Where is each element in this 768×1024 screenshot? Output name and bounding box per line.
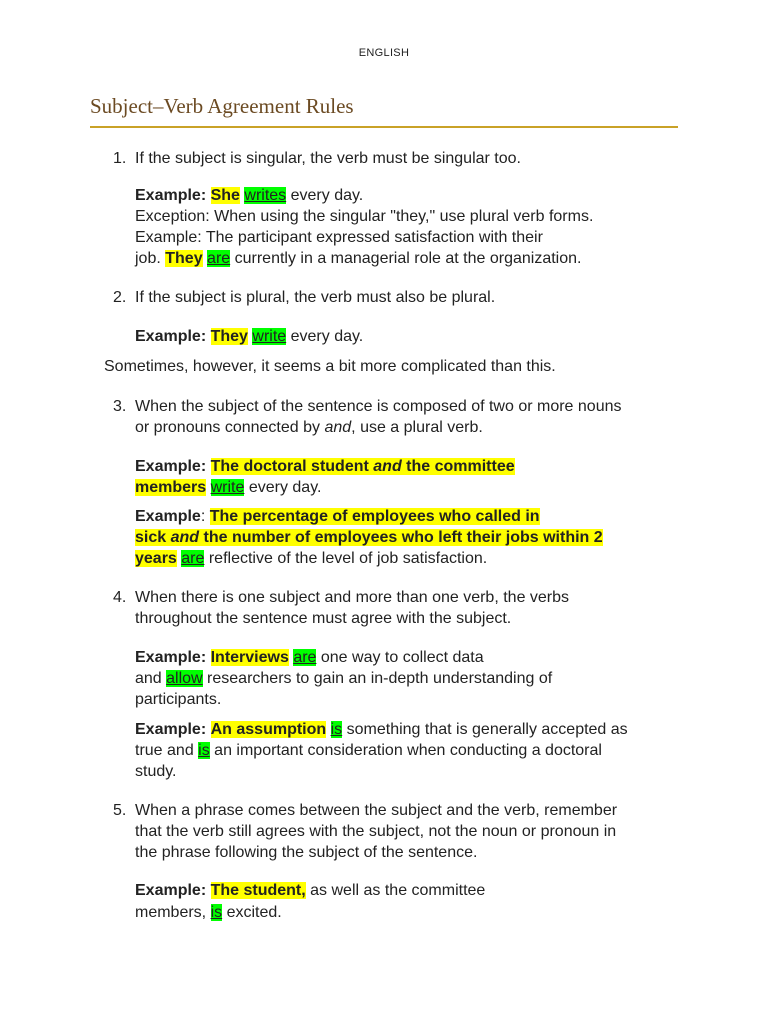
example-rest: every day. [286,328,364,345]
example-rest: as well as the committee [305,882,486,899]
text: or pronouns connected by [135,419,325,436]
rule1-exception: Exception: When using the singular "they," use plural verb forms. [135,208,594,225]
example-label: Example: [135,882,207,899]
rule5-example-line1 [135,880,485,901]
rule2-number: 2. [113,289,127,306]
rule3-exampleA-line1 [135,456,515,477]
emphasis-and: and [170,529,200,546]
example-rest: one way to collect data [316,649,484,666]
rule4-text-line2: throughout the sentence must agree with the subject. [135,610,512,627]
example-rest: researchers to gain an in-depth understanding of [202,670,553,687]
example-label: Example: [135,721,207,738]
subject-highlight [135,529,603,546]
rule4-text-line1: When there is one subject and more than one verb, the verbs [135,589,570,606]
rule5-number: 5. [113,802,127,819]
verb-highlight: is [330,721,343,738]
subject-text: the number of employees who left their jobs within 2 [199,529,603,546]
rule4-exampleB-line1 [135,719,628,740]
rule4-exampleB-line2 [135,740,602,761]
example-rest: an important consideration when conducting a doctoral [209,742,602,759]
page-title: Subject–Verb Agreement Rules [90,94,354,118]
title-underline [90,126,678,128]
rule3-exampleB-line2 [135,527,603,548]
subject-highlight: years [135,550,177,567]
rule4-number: 4. [113,589,127,606]
example-label: Example [135,508,201,525]
example-label: Example: [135,649,207,666]
verb-highlight: write [252,328,287,345]
example-label: Example: [135,328,207,345]
rule2-example [135,326,363,347]
rule4-exampleB-line3: study. [135,763,177,780]
example-rest: something that is generally accepted as [342,721,628,738]
example-rest: every day. [244,479,322,496]
rule3-exampleA-line2 [135,477,321,498]
rule5-text-line3: the phrase following the subject of the sentence. [135,844,478,861]
example-rest: currently in a managerial role at the organization. [230,250,582,267]
subject-text: sick [135,529,171,546]
verb-highlight: are [293,649,317,666]
verb-highlight: is [210,904,223,921]
subject-highlight: She [210,187,240,204]
rule3-number: 3. [113,398,127,415]
text: , use a plural verb. [351,419,483,436]
rule5-text-line1: When a phrase comes between the subject and the verb, remember [135,802,618,819]
example-text: job. [135,250,166,267]
rule5-example-line2 [135,902,282,923]
rule1-text: If the subject is singular, the verb must be singular too. [135,150,521,167]
text: true and [135,742,199,759]
subject-highlight: They [165,250,203,267]
interlude-text: Sometimes, however, it seems a bit more complicated than this. [104,358,556,375]
rule1-number: 1. [113,150,127,167]
verb-highlight: allow [166,670,203,687]
verb-highlight: writes [244,187,287,204]
example-label: Example: [135,458,207,475]
verb-highlight: are [181,550,205,567]
subject-highlight: Interviews [210,649,289,666]
text: members, [135,904,211,921]
rule3-text-line2 [135,417,483,438]
rule3-exampleB-line1 [135,506,540,527]
verb-highlight: write [210,479,245,496]
rule4-exampleA-line1 [135,647,484,668]
subject-highlight: An assumption [210,721,327,738]
rule2-text: If the subject is plural, the verb must also be plural. [135,289,496,306]
subject-text: The doctoral student [210,458,374,475]
rule3-exampleB-line3 [135,548,487,569]
text: and [135,670,167,687]
emphasis-and: and [324,419,352,436]
colon: : [200,508,210,525]
rule4-exampleA-line2 [135,668,552,689]
example-label: Example: [135,187,207,204]
rule1-example [135,185,363,206]
rule1-example2-line1: Example: The participant expressed satisfaction with their [135,229,543,246]
subject-text: the committee [401,458,515,475]
header-label: ENGLISH [358,47,410,59]
subject-highlight [211,458,515,475]
emphasis-and: and [373,458,402,475]
example-rest: reflective of the level of job satisfaction. [204,550,488,567]
subject-highlight: The percentage of employees who called in [209,508,540,525]
example-rest: excited. [222,904,282,921]
rule3-text-line1: When the subject of the sentence is composed of two or more nouns [135,398,622,415]
rule5-text-line2: that the verb still agrees with the subject, not the noun or pronoun in [135,823,617,840]
verb-highlight: is [198,742,210,759]
rule4-exampleA-line3: participants. [135,691,222,708]
subject-highlight: They [210,328,248,345]
rule1-example2-line2 [135,248,581,269]
subject-highlight: members [135,479,207,496]
subject-highlight: The student, [210,882,306,899]
verb-highlight: are [207,250,231,267]
example-rest: every day. [286,187,364,204]
